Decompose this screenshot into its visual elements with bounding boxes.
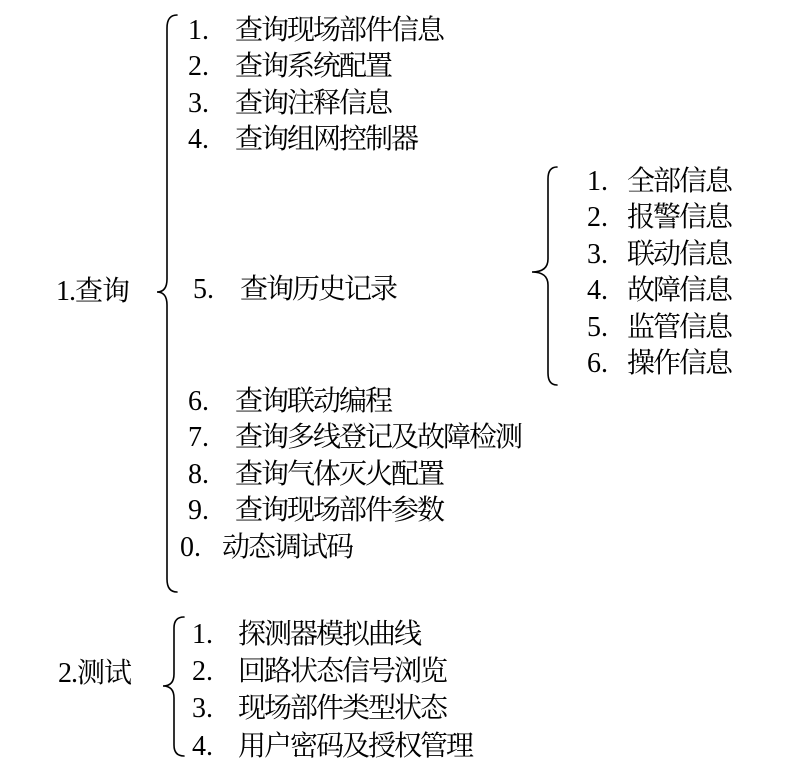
menu-item <box>192 691 446 727</box>
item-number: 4. <box>188 124 209 155</box>
item-number: 4. <box>192 731 213 762</box>
item-number: 9. <box>188 495 209 526</box>
item-label: 用户密码及授权管理 <box>238 731 473 762</box>
item-number: 7. <box>188 422 209 453</box>
item-label: 联动信息 <box>627 239 732 270</box>
menu-item <box>192 729 472 765</box>
menu-item <box>587 200 731 236</box>
menu-item <box>188 384 391 420</box>
item-number: 6. <box>587 348 608 379</box>
menu-item <box>587 273 731 309</box>
item-number: 2. <box>192 656 213 687</box>
item-number: 2. <box>188 51 209 82</box>
item-label: 动态调试码 <box>222 532 353 563</box>
menu-item <box>188 49 391 85</box>
item-label: 查询气体灭火配置 <box>235 459 444 490</box>
item-label: 查询注释信息 <box>235 88 392 119</box>
brace-test <box>162 616 185 757</box>
menu-item <box>188 86 391 122</box>
item-label: 故障信息 <box>627 275 732 306</box>
item-label: 操作信息 <box>627 348 732 379</box>
item-number: 1. <box>192 619 213 650</box>
item-label: 查询联动编程 <box>235 386 392 417</box>
menu-item <box>587 346 731 382</box>
menu-item <box>188 420 521 456</box>
item-number: 5. <box>193 274 214 305</box>
menu-item <box>587 164 731 200</box>
item-number: 3. <box>587 239 608 270</box>
section-label-test: 2.测试 <box>58 658 132 689</box>
item-label: 查询多线登记及故障检测 <box>235 422 522 453</box>
section-label-query: 1.查询 <box>56 276 130 307</box>
item-label: 探测器模拟曲线 <box>238 619 421 650</box>
item-number: 4. <box>587 275 608 306</box>
item-number: 2. <box>587 202 608 233</box>
item-label: 全部信息 <box>627 166 732 197</box>
item-label: 查询系统配置 <box>235 51 392 82</box>
item-number: 0. <box>180 532 201 563</box>
item-label: 现场部件类型状态 <box>238 693 447 724</box>
menu-item <box>188 13 443 49</box>
brace-query <box>156 14 178 593</box>
menu-item <box>587 310 731 346</box>
item-number: 8. <box>188 459 209 490</box>
item-label: 查询组网控制器 <box>235 124 418 155</box>
item-number: 3. <box>192 693 213 724</box>
brace-history-records <box>531 166 558 386</box>
item-label: 查询历史记录 <box>240 274 397 305</box>
menu-item <box>192 654 446 690</box>
item-number: 3. <box>188 88 209 119</box>
item-number: 1. <box>188 15 209 46</box>
item-label: 回路状态信号浏览 <box>238 656 447 687</box>
item-number: 6. <box>188 386 209 417</box>
item-number: 1. <box>587 166 608 197</box>
item-label: 监管信息 <box>627 312 732 343</box>
item-label: 报警信息 <box>627 202 732 233</box>
menu-item <box>188 457 443 493</box>
menu-item <box>193 272 396 308</box>
menu-item <box>188 493 443 529</box>
item-label: 查询现场部件参数 <box>235 495 444 526</box>
item-number: 5. <box>587 312 608 343</box>
menu-item <box>587 237 731 273</box>
menu-item <box>192 617 420 653</box>
menu-item <box>188 122 417 158</box>
item-label: 查询现场部件信息 <box>235 15 444 46</box>
menu-item <box>180 530 352 566</box>
